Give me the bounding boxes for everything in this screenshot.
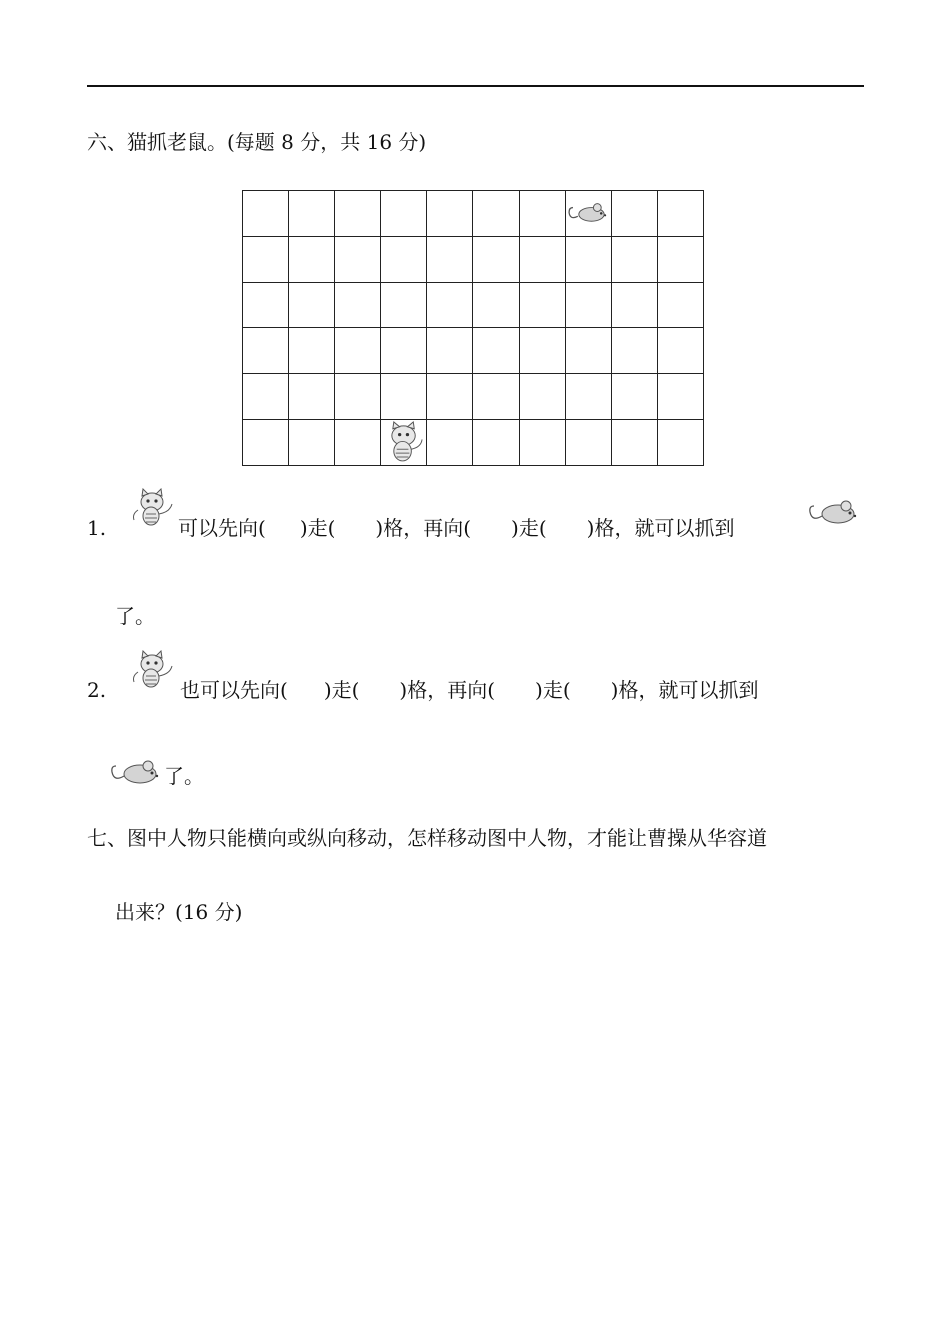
grid-cell	[335, 328, 381, 374]
grid-cell	[243, 420, 289, 466]
grid-cell	[658, 283, 704, 329]
question-2-text	[180, 678, 758, 702]
grid-cell	[381, 374, 427, 420]
grid-cell	[243, 328, 289, 374]
grid-cell	[566, 328, 612, 374]
question-2-part-d: )走(	[535, 678, 571, 702]
question-1-part-c: )格，再向(	[375, 516, 472, 540]
mouse-icon	[110, 756, 162, 788]
question-2-part-a: 也可以先向(	[180, 678, 288, 702]
grid-cell	[427, 328, 473, 374]
cat-mouse-grid	[242, 190, 704, 466]
grid-cell	[427, 420, 473, 466]
grid-cell	[658, 420, 704, 466]
cat-icon	[381, 420, 426, 465]
grid-cell	[520, 283, 566, 329]
grid-cell	[520, 420, 566, 466]
grid-cell	[473, 420, 519, 466]
grid-cell	[335, 420, 381, 466]
top-rule	[87, 85, 864, 87]
question-1-part-d: )走(	[511, 516, 547, 540]
grid-cell	[658, 374, 704, 420]
grid-cell	[612, 374, 658, 420]
grid-cell	[473, 374, 519, 420]
grid-cell	[520, 328, 566, 374]
grid-cell	[335, 237, 381, 283]
grid-cell	[566, 374, 612, 420]
grid-cell	[658, 191, 704, 237]
mouse-icon	[808, 496, 860, 528]
grid-cell	[243, 283, 289, 329]
question-2-part-b: )走(	[323, 678, 360, 702]
grid-cell	[427, 283, 473, 329]
grid-cell	[566, 420, 612, 466]
question-1-part-a: 可以先向(	[178, 516, 266, 540]
grid-cell	[612, 283, 658, 329]
question-2-end: 了。	[164, 764, 204, 788]
grid-cell	[427, 191, 473, 237]
grid-cell	[473, 237, 519, 283]
question-1-end: 了。	[115, 604, 155, 628]
grid-cell	[612, 328, 658, 374]
grid-cell	[335, 374, 381, 420]
grid-cell	[612, 237, 658, 283]
grid-cell	[473, 283, 519, 329]
cat-icon	[128, 488, 176, 528]
question-1-text	[178, 516, 734, 540]
grid-cell	[381, 420, 427, 466]
grid-cell	[520, 374, 566, 420]
grid-cell	[335, 191, 381, 237]
grid-cell	[612, 420, 658, 466]
grid-cell	[243, 237, 289, 283]
grid-cell	[289, 237, 335, 283]
grid-cell	[427, 374, 473, 420]
grid-cell	[289, 328, 335, 374]
question-1-part-b: )走(	[299, 516, 336, 540]
grid-cell	[473, 328, 519, 374]
grid-cell	[566, 237, 612, 283]
grid-cell	[473, 191, 519, 237]
question-2-part-c: )格，再向(	[399, 678, 496, 702]
cat-icon	[128, 650, 176, 690]
grid-cell	[520, 191, 566, 237]
grid-cell	[658, 237, 704, 283]
question-1-part-e: )格，就可以抓到	[586, 516, 735, 540]
grid-cell	[243, 374, 289, 420]
grid-cell	[612, 191, 658, 237]
grid-cell	[566, 191, 612, 237]
grid-cell	[289, 191, 335, 237]
section-6-title: 六、猫抓老鼠。(每题 8 分，共 16 分)	[87, 130, 427, 154]
grid-cell	[335, 283, 381, 329]
grid-cell	[520, 237, 566, 283]
section-7-title-line2: 出来？(16 分)	[115, 900, 243, 924]
grid-cell	[289, 420, 335, 466]
grid-cell	[289, 283, 335, 329]
grid-cell	[289, 374, 335, 420]
mouse-icon	[566, 191, 611, 236]
question-1-number: 1.	[87, 516, 107, 540]
grid-cell	[381, 191, 427, 237]
grid-cell	[381, 283, 427, 329]
question-2-part-e: )格，就可以抓到	[610, 678, 759, 702]
section-7-title-line1: 七、图中人物只能横向或纵向移动，怎样移动图中人物，才能让曹操从华容道	[87, 826, 767, 850]
grid-cell	[381, 328, 427, 374]
grid-cell	[658, 328, 704, 374]
question-2-number: 2.	[87, 678, 107, 702]
grid-cell	[381, 237, 427, 283]
grid-cell	[427, 237, 473, 283]
grid-cell	[243, 191, 289, 237]
grid-cell	[566, 283, 612, 329]
